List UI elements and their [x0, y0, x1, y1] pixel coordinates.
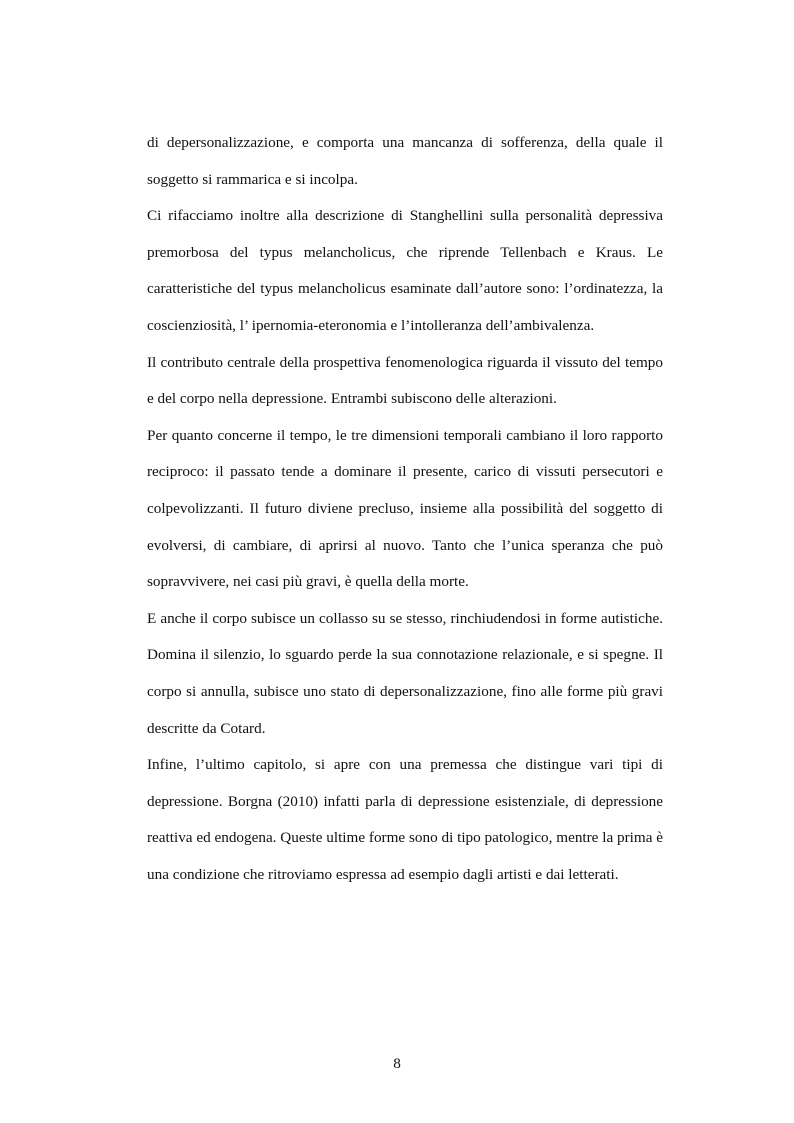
page-number: 8: [393, 1055, 401, 1072]
page-body: [147, 125, 663, 893]
paragraph-depersonalization: di depersonalizzazione, e comporta una mancanza di sofferenza, della quale il soggetto si rammarica e si incolpa.: [147, 134, 663, 188]
paragraph-body: E anche il corpo subisce un collasso su se stesso, rinchiudendosi in forme autistiche. Domina il silenzio, lo sguardo perde la sua connotazione relazionale, e si spegne. Il corpo si annulla, subisce uno stato di depersonalizzazione, fino alle forme più gravi descritte da Cotard.: [147, 609, 663, 737]
paragraph-typus-melancholicus: Ci rifacciamo inoltre alla descrizione di Stanghellini sulla personalità depressiva premorbosa del typus melancholicus, che riprende Tellenbach e Kraus. Le caratteristiche del typus melancholicus esaminate dall’autore sono: l’ordinatezza, la coscienziosità, l’ ipernomia-eteronomia e l’intolleranza dell’ambivalenza.: [147, 207, 663, 334]
paragraph-phenomenological-contribution: Il contributo centrale della prospettiva fenomenologica riguarda il vissuto del tempo e del corpo nella depressione. Entrambi subiscono delle alterazioni.: [147, 353, 663, 408]
paragraph-time: Per quanto concerne il tempo, le tre dimensioni temporali cambiano il loro rapporto reciproco: il passato tende a dominare il presente, carico di vissuti persecutori e colpevolizzanti. Il futuro diviene precluso, insieme alla possibilità del soggetto di evolversi, di cambiare, di aprirsi al nuovo. Tanto che l’unica speranza che può sopravvivere, nei casi più gravi, è quella della morte.: [147, 426, 663, 591]
paragraph-last-chapter: Infine, l’ultimo capitolo, si apre con una premessa che distingue vari tipi di depressione. Borgna (2010) infatti parla di depressione esistenziale, di depressione reattiva ed endogena. Queste ultime forme sono di tipo patologico, mentre la prima è una condizione che ritroviamo espressa ad esempio dagli artisti e dai letterati.: [147, 756, 663, 883]
